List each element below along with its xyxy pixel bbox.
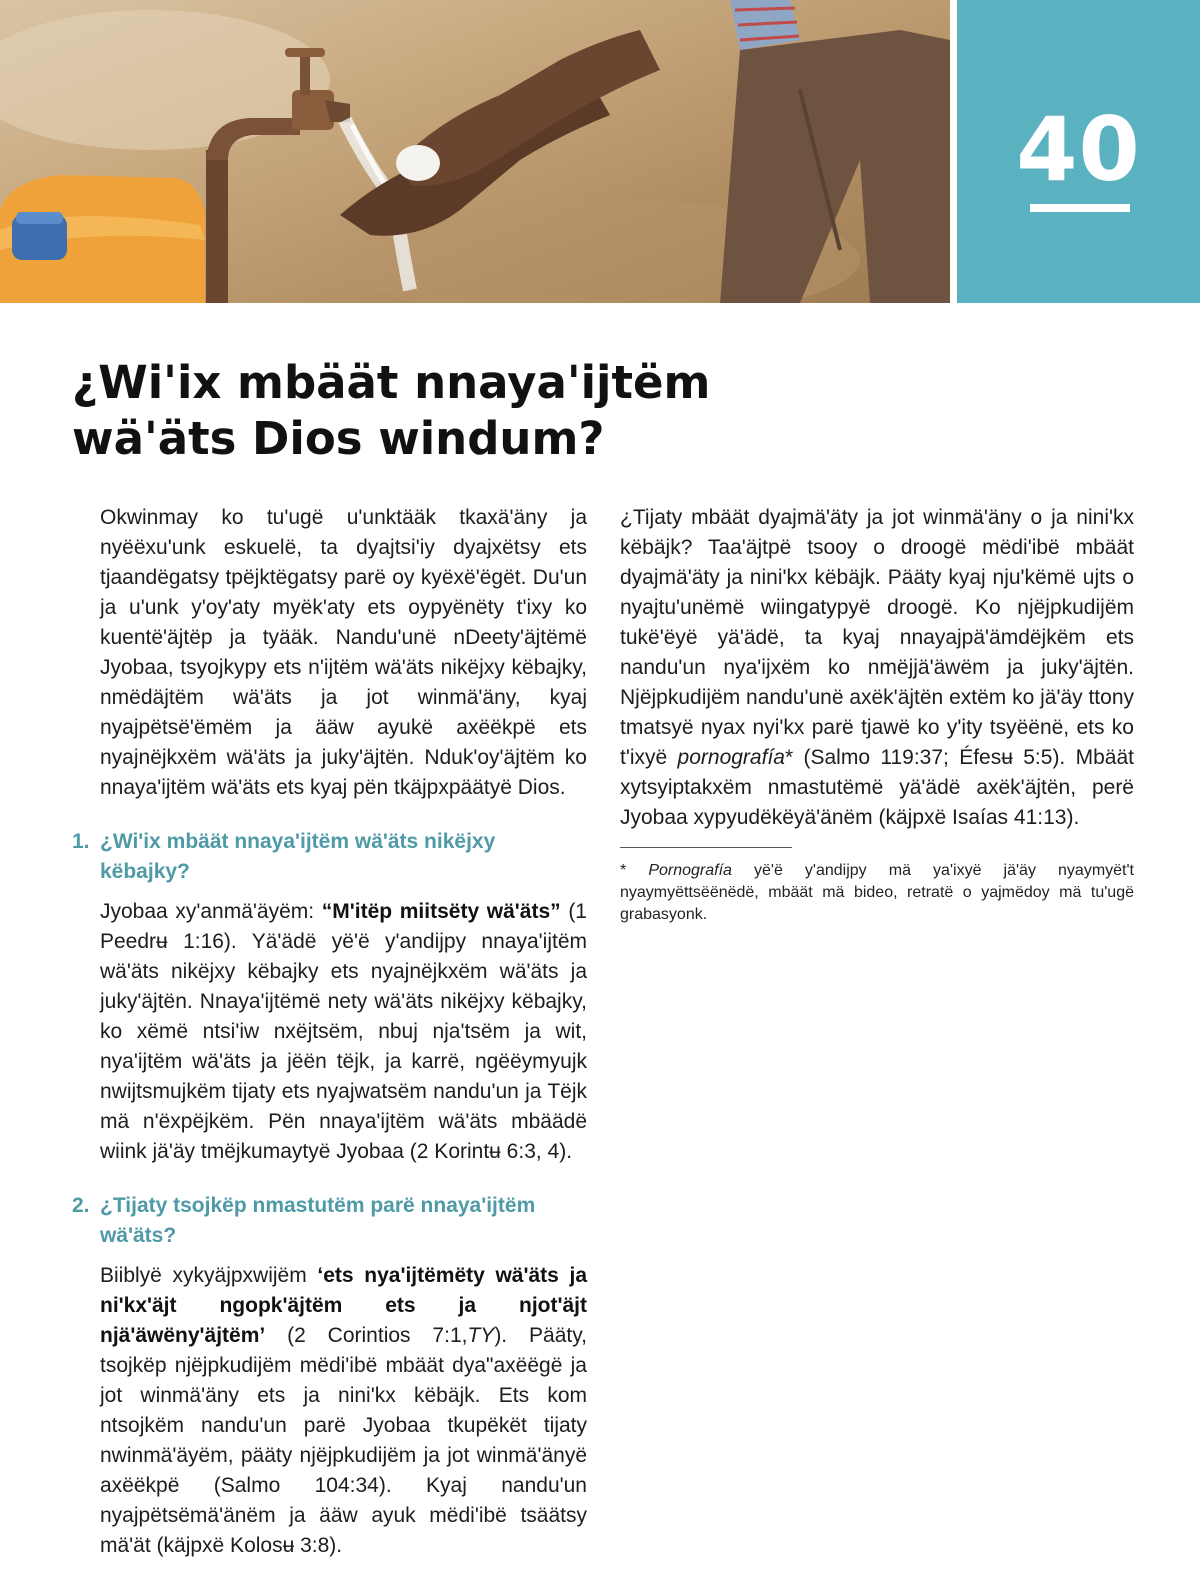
- answer-1-lead: Jyobaa xy'anmä'äyëm:: [100, 900, 315, 923]
- header-photo: [0, 0, 950, 303]
- footnote: [620, 860, 1134, 926]
- continued-paragraph: [620, 503, 1134, 833]
- footnote-divider: [620, 847, 792, 848]
- footnote-term: Pornografía: [648, 862, 732, 879]
- title-line-2: wä'äts Dios windum?: [72, 412, 605, 465]
- answer-1-quote: “M'itëp miitsëty wä'äts”: [321, 900, 561, 923]
- answer-2-tail: ). Pääty, tsojkëp njëjpkudijëm mëdi'ibë mbäät dya"axëëgë ja jot winmä'äny ets ja nini'kx këbäjk. Ets kom ntsojkëm nandu'un parë Jyobaa tkupëkët tijaty nwinmä'äyëm, pääty njëjpkudijëm ja jot winmä'änyë axëëkpë (Salmo 104:34). Kyaj nandu'un nyajpëtsëmä'änëm ja ääw ayuk mëdi'ibë tsäätsy mä'ät (käjpxë Kolosʉ 3:8).: [100, 1324, 588, 1557]
- continued-term: pornografía: [677, 746, 785, 769]
- question-2-number: 2.: [72, 1194, 90, 1217]
- chapter-badge: [957, 0, 1200, 303]
- answer-2-quote: ‘ets nya'ijtëmëty wä'äts ja ni'kx'äjt ngopk'äjtëm ets ja njot'äjt njä'äwëny'äjtëm’: [100, 1264, 588, 1347]
- page-title: [72, 355, 832, 467]
- answer-2-body: (2 Corintios 7:1,: [287, 1324, 468, 1347]
- right-column: [620, 503, 1134, 934]
- question-2: [72, 1191, 587, 1251]
- intro-paragraph: Okwinmay ko tu'ugë u'unktääk tkaxä'äny ja nyëëxu'unk eskuelë, ta dyajtsi'iy dyajxëtsy ets tjaandëgatsy tpëjktëgatsy parë oy kyëxë'ëgët. Du'un ja u'unk y'oy'aty myëk'aty ets oypyënëty t'ixy ko kuentë'äjtëp ja tyääk. Nandu'unë nDeety'äjtëmë Jyobaa, tsyojkypy ets n'ijtëm wä'äts nikëjxy këbajky, nmëdäjtëm wä'äts ja jot winmä'äny, kyaj nyajpëtsë'ëmëm ja ääw ayukë axëëkpë ets nyajnëjkxëm wä'äts ja juky'äjtën. Nduk'oy'äjtëm ko nnaya'ijtëm wä'äts ets kyaj pën tkäjpxpäätyë Dios.: [100, 506, 587, 799]
- question-1-number: 1.: [72, 830, 90, 853]
- continued-lead: ¿Tijaty mbäät dyajmä'äty ja jot winmä'äny o ja nini'kx këbäjk? Taa'äjtpë tsooy o droogë mëdi'ibë mbäät dyajmä'äty ja nini'kx këbäjk. Pääty kyaj nju'këmë ujts o nyajtu'unëmë wiingatypyë droogë. Ko njëjpkudijëm tukë'ëyë yä'ädë, ta kyaj nnayajpä'ämdëjkëm ets nandu'un nya'ijxëm ko nmëjjä'äwëm ja juky'äjtën. Njëjpkudijëm nandu'unë axëk'äjtën extëm ko jä'äy ttony tmatsyë nyax nyi'kx parë tjawë ko y'ity tsyëënë, ets ko t'ixyë: [620, 506, 1134, 769]
- left-column: [72, 503, 587, 1569]
- continued-body: (Salmo 119:37; Éfesʉ 5:5). Mbäät xytsyiptakxëm nmastutëmë yä'ädë axëk'äjtën, perë Jyobaa xypyudëkëyä'änëm (käjpxë Isaías 41:13).: [620, 746, 1134, 829]
- answer-1-paragraph: [72, 897, 587, 1167]
- chapter-underline: [1030, 204, 1130, 212]
- question-1-text: ¿Wi'ix mbäät nnaya'ijtëm wä'äts nikëjxy këbajky?: [100, 830, 496, 883]
- answer-2-version: TY: [467, 1324, 495, 1347]
- answer-2-lead: Biiblyë xykyäjpxwijëm: [100, 1264, 307, 1287]
- footnote-star: *: [620, 862, 627, 879]
- title-line-1: ¿Wi'ix mbäät nnaya'ijtëm: [72, 356, 711, 409]
- answer-1-body: (1 Peedrʉ 1:16). Yä'ädë yë'ë y'andijpy nnaya'ijtëm wä'äts nikëjxy këbajky ets nyajnëjkxëm wä'äts ja juky'äjtën. Nnaya'ijtëmë nety wä'äts nikëjxy këbajky, ko xëmë ntsi'iw nxëjtsëm, nbuj nja'tsëm ja wit, nya'ijtëm wä'äts ja jëën tëjk, ja karrë, ngëëymyujk nwijtsmujkëm tijaty ets nyajwatsëm nandu'un ja Tëjk mä n'ëxpëjkëm. Pën nnaya'ijtëm wä'äts mbäädë wiink jä'äy tmëjkumaytyë Jyobaa (2 Korintʉ 6:3, 4).: [100, 900, 587, 1163]
- question-2-text: ¿Tijaty tsojkëp nmastutëm parë nnaya'ijtëm wä'äts?: [100, 1194, 536, 1247]
- footnote-text: yë'ë y'andijpy mä ya'ixyë jä'äy nyaymyët't nyaymyëttsëënëdë, mbäät mä bideo, retratë o yajmëdoy mä tu'ugë grabasyonk.: [620, 862, 1134, 923]
- answer-2-paragraph: [72, 1261, 587, 1561]
- question-1: [72, 827, 587, 887]
- footnote-marker: *: [784, 746, 794, 769]
- hands-washing-illustration: [0, 0, 950, 303]
- chapter-number: 40: [1016, 98, 1141, 201]
